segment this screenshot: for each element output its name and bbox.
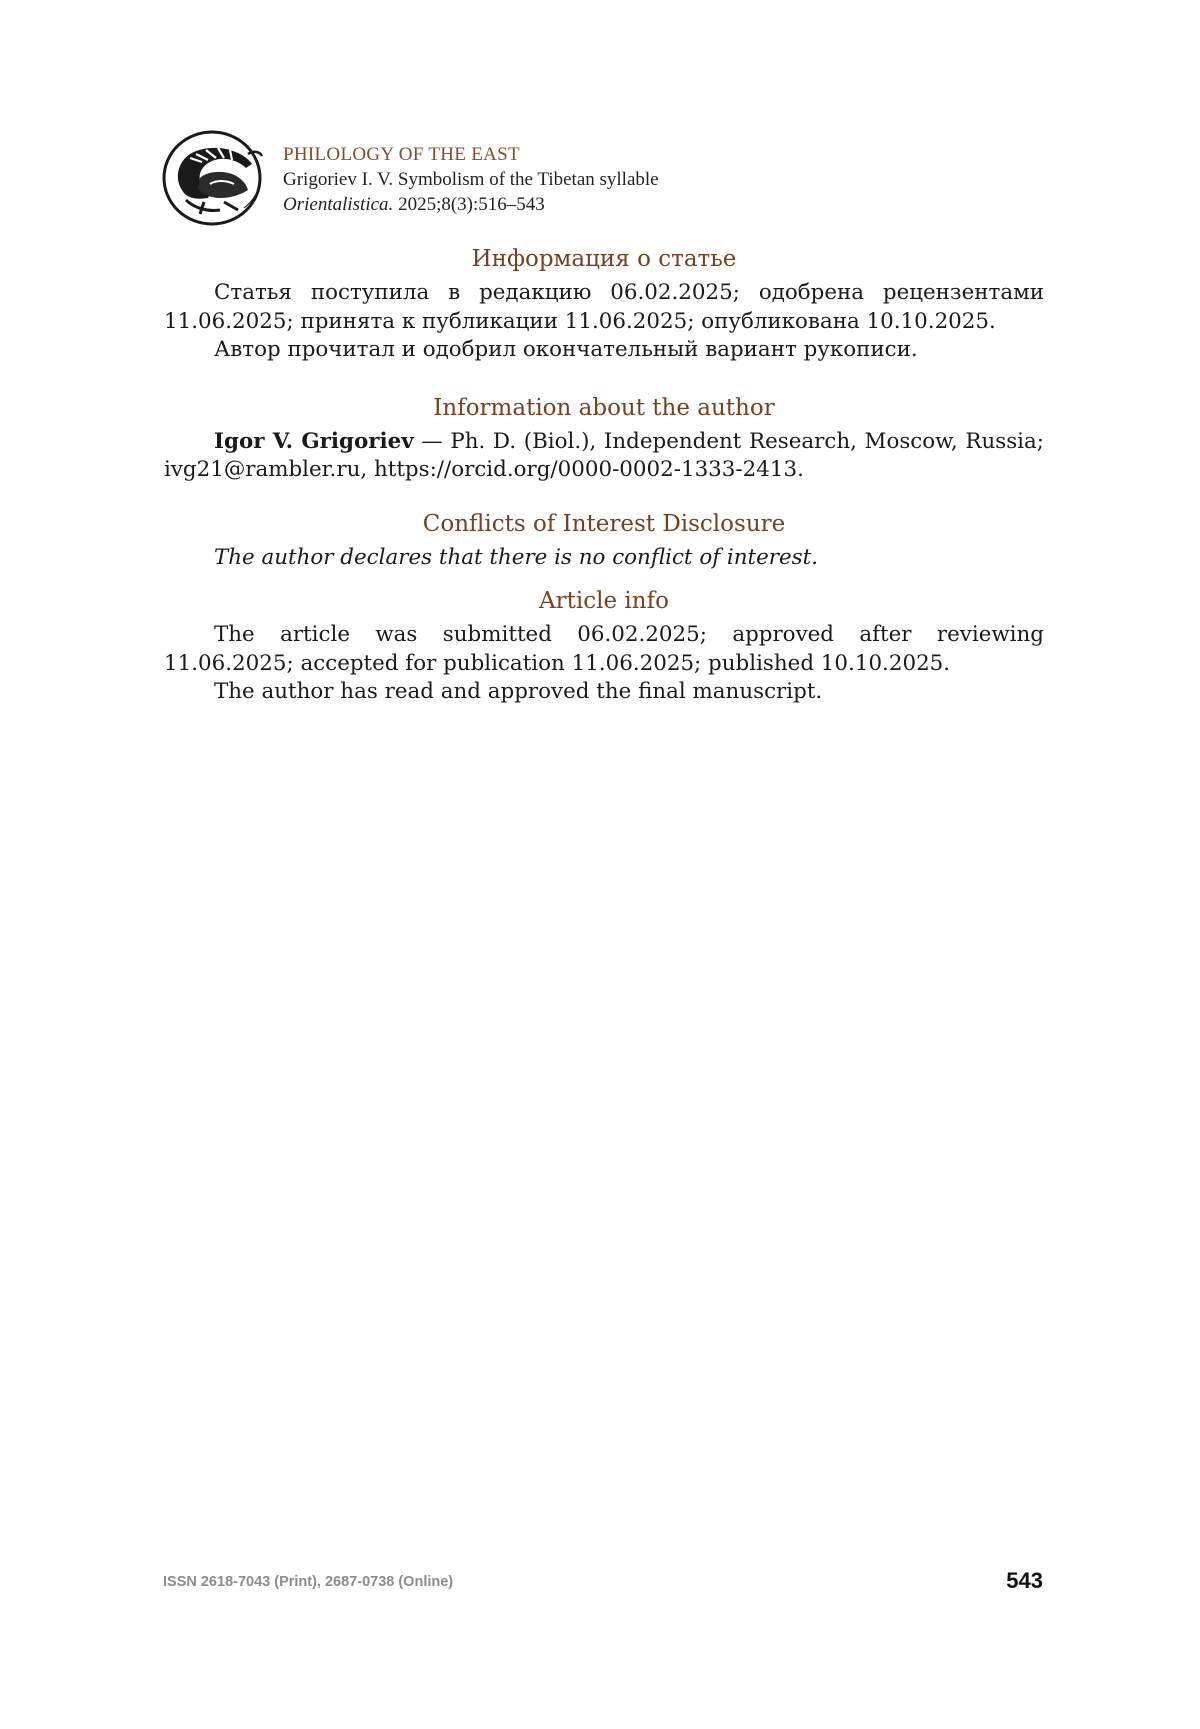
journal-name: Orientalistica. bbox=[283, 194, 394, 215]
header-text-block bbox=[283, 142, 659, 217]
conflicts-heading: Conflicts of Interest Disclosure bbox=[422, 510, 786, 537]
author-details: — Ph. D. (Biol.), Independent Research, Moscow, Russia; ivg21@rambler.ru, https://orcid.org/0000-0002-1333-2413. bbox=[164, 428, 1044, 482]
issn-line: ISSN 2618-7043 (Print), 2687-0738 (Online) bbox=[163, 1574, 454, 1590]
article-info-heading: Article info bbox=[539, 588, 669, 614]
article-reference: Grigoriev I. V. Symbolism of the Tibetan syllable bbox=[283, 169, 659, 190]
article-info-approval: The author has read and approved the final manuscript. bbox=[214, 679, 823, 704]
conflicts-statement: The author declares that there is no conflict of interest. bbox=[214, 544, 819, 570]
journal-citation bbox=[283, 192, 659, 217]
author-info-paragraph bbox=[164, 428, 1044, 485]
section-label: PHILOLOGY OF THE EAST bbox=[283, 144, 520, 165]
author-name: Igor V. Grigoriev bbox=[214, 428, 414, 454]
ru-article-info-approval: Автор прочитал и одобрил окончательный вариант рукописи. bbox=[214, 337, 918, 362]
author-info-heading: Information about the author bbox=[433, 394, 775, 421]
ru-article-info-dates: Статья поступила в редакцию 06.02.2025; одобрена рецензентами 11.06.2025; принята к публикации 11.06.2025; опубликована 10.10.2025. bbox=[164, 280, 1044, 334]
journal-logo-icon bbox=[160, 128, 270, 232]
ru-article-info-heading: Информация о статье bbox=[471, 246, 737, 272]
citation-details: 2025;8(3):516–543 bbox=[393, 194, 545, 215]
running-header bbox=[160, 128, 1060, 232]
page-footer bbox=[163, 1568, 1043, 1598]
page-number: 543 bbox=[1006, 1568, 1043, 1593]
article-back-matter bbox=[164, 244, 1044, 707]
article-info-dates: The article was submitted 06.02.2025; approved after reviewing 11.06.2025; accepted for publication 11.06.2025; published 10.10.2025. bbox=[164, 622, 1044, 676]
